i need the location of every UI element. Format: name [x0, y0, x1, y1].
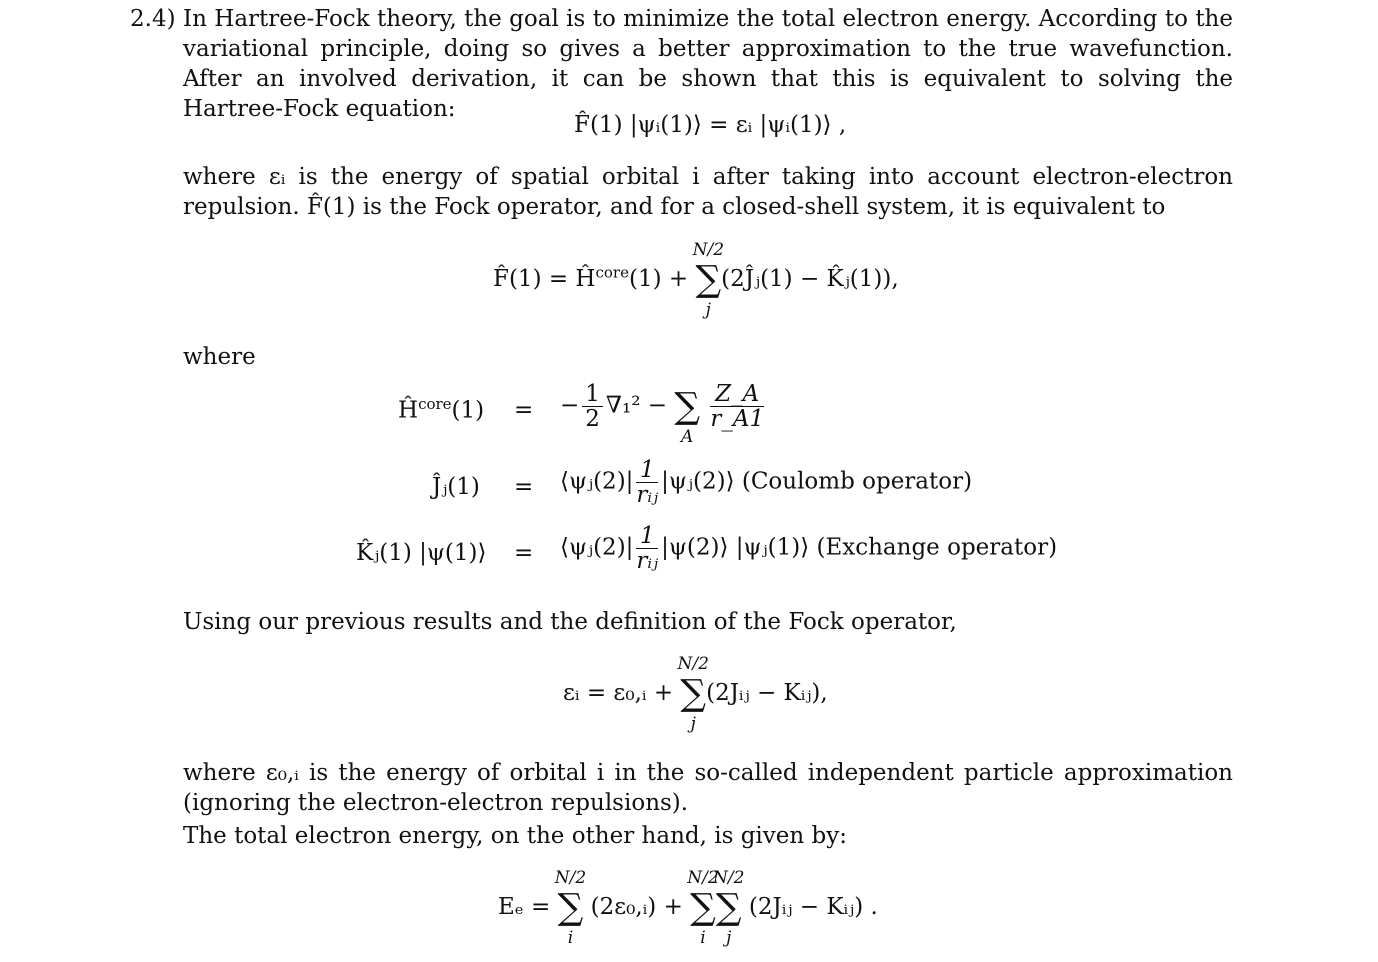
coulomb-lhs: Ĵⱼ(1) [432, 474, 480, 500]
fock-lhs: F̂(1) = Ĥ [493, 266, 596, 292]
equals-sign: = [514, 397, 534, 423]
exchange-lhs: K̂ⱼ(1) |ψ(1)⟩ [356, 540, 487, 566]
using-paragraph: Using our previous results and the definition of the Fock operator, [183, 609, 957, 635]
fock-rhs: (2Ĵⱼ(1) − K̂ⱼ(1)), [721, 266, 899, 292]
coulomb-rhs: ⟨ψⱼ(2)| $\frac{1}{\text{rᵢⱼ}}$ |ψⱼ(2)⟩ (Coulomb operator) [560, 457, 973, 508]
core-hamiltonian-lhs: $Ĥ^{core}(1)$ [398, 395, 485, 424]
core-hamiltonian-rhs: − $\frac{1}{2}$ ∇₁² − ∑ A $\frac{Z\_A}{r\_A1}$ [560, 381, 765, 447]
equals-sign: = [514, 474, 534, 500]
orbital-energy-equation: εᵢ = ε₀,ᵢ + N/2 ∑ j (2Jᵢⱼ − Kᵢⱼ), [563, 654, 828, 734]
total-energy-paragraph: The total electron energy, on the other hand, is given by: [183, 823, 847, 849]
total-energy-equation: Eₑ = N/2 ∑ i (2ε₀,ᵢ) + N/2 ∑ i N/2 ∑ j (2Jᵢⱼ − Kᵢⱼ) . [498, 868, 878, 948]
problem-number: 2.4) [130, 6, 176, 32]
exchange-rhs: ⟨ψⱼ(2)| $\frac{1}{\text{rᵢⱼ}}$ |ψ(2)⟩ |ψⱼ(1)⟩ (Exchange operator) [560, 523, 1058, 574]
where-label: where [183, 344, 256, 370]
core-superscript: core [595, 263, 629, 282]
summation: N/2 ∑ j [692, 240, 725, 320]
where-independent-paragraph: where ε₀,ᵢ is the energy of orbital i in the so-called independent particle approximation (ignoring the electron-electron repulsions). [183, 760, 1233, 816]
hartree-fock-equation: F̂(1) |ψᵢ(1)⟩ = εᵢ |ψᵢ(1)⟩ , [574, 112, 847, 138]
intro-paragraph: In Hartree-Fock theory, the goal is to minimize the total electron energy. According to the variational principle, doing so gives a better approximation to the true wavefunction. After an involved derivation, it can be shown that this is equivalent to solving the Hartree-Fock equation: [183, 6, 1233, 122]
fock-mid: (1) + [628, 266, 689, 292]
equals-sign: = [514, 540, 534, 566]
where-epsilon-paragraph: where εᵢ is the energy of spatial orbital i after taking into account electron-electron repulsion. F̂(1) is the Fock operator, and for a closed-shell system, it is equivalent to [183, 164, 1233, 220]
fock-operator-equation [493, 240, 899, 320]
